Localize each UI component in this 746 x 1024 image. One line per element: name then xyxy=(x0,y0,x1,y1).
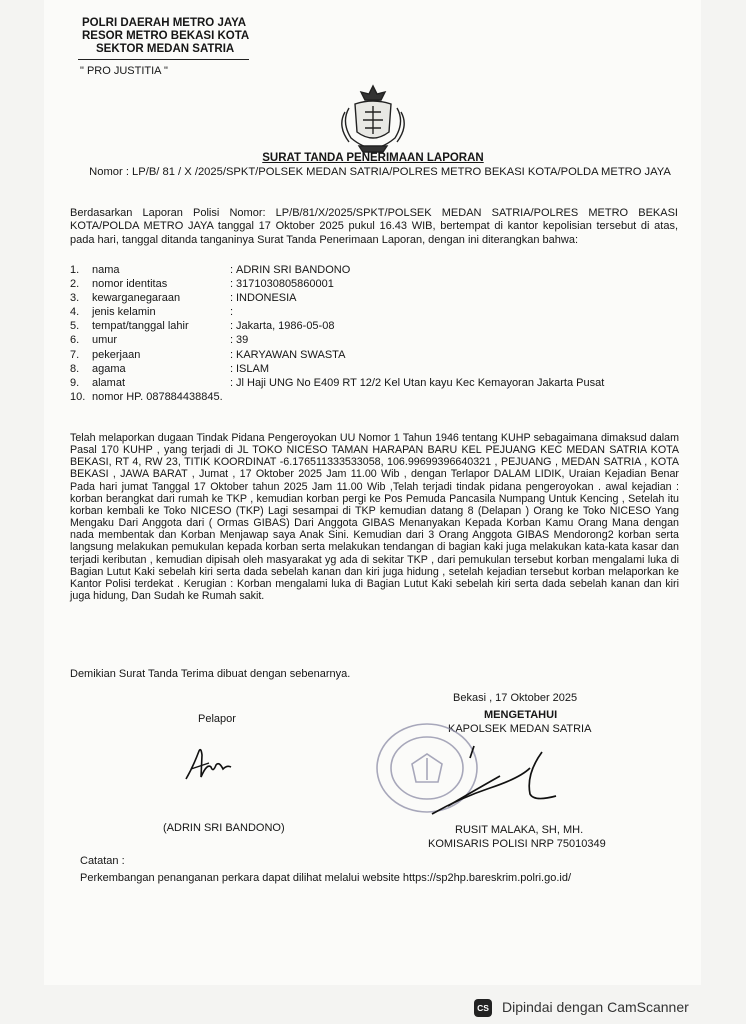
report-number: Nomor : LP/B/ 81 / X /2025/SPKT/POLSEK MEDAN SATRIA/POLRES METRO BEKASI KOTA/POLDA METRO JAYA xyxy=(89,166,671,178)
report-paragraph: Telah melaporkan dugaan Tindak Pidana Pengeroyokan UU Nomor 1 Tahun 1946 tentang KUHP sebagaimana dimaksud dalam Pasal 170 KUHP , yang terjadi di JL TOKO NICESO TAMAN HARAPAN BARU KEL PEJUANG KEC MEDAN SATRIA KOTA BEKASI, RT 4, RW 23, TITIK KOORDINAT -6.176511333533058, 106.99699396640321 , PEJUANG , MEDAN SATRIA , KOTA BEKASI , JAWA BARAT , Jumat , 17 Oktober 2025 Jam 11.00 Wib , dengan Terlapor DALAM LIDIK, Uraian Kejadian Benar Pada hari jumat Tanggal 17 Oktober tahun 2025 Jam 11.00 Wib ,Telah terjadi tindak pidana pengeroyokan . awal kejadian : korban berangkat dari rumah ke TKP , kemudian korban pergi ke Pos Pemuda Pancasila Numpang Untuk Kencing , Setelah itu korban kembali ke Toko NICESO (TKP) Lagi sesampai di TKP kemudian datang 8 (Delapan ) Orang ke Toko NICESO Yang Mengaku Dari Anggota dari ( Ormas GIBAS) Dari Anggota GIBAS Menanyakan Kepada Korban Kamu Orang Mana dengan nada membentak dan Korban Menjawap saya Anak Sini. Kemudian dari 3 Orang Anggota GIBAS Mendorong2 korban serta langsung melakukan pemukulan kepada korban serta melakukan tendangan di bagian kaki juga melakukan kata-kata kasar dan terjadi keributan , kemudian dipisah oleh masyarakat yg ada di sekitar TKP , dari pemukulan tersebut korban mengalami luka di Bagian Lutut Kaki sebelah kiri serta dada sebelah kanan dan kiri juga hidung , setelah kejadian tersebut korban melaporkan ke Kantor Polisi terdekat . Kerugian : Korban mengalami luka di Bagian Lutut Kaki sebelah kiri serta dada sebelah kanan dan kiri juga hidung, Dan Sudah ke Rumah sakit. xyxy=(70,432,679,603)
letterhead-line-2: RESOR METRO BEKASI KOTA xyxy=(82,30,250,42)
police-emblem-icon xyxy=(333,82,413,154)
pro-justitia: " PRO JUSTITIA " xyxy=(80,65,168,77)
closing-statement: Demikian Surat Tanda Terima dibuat dengan sebenarnya. xyxy=(70,668,351,680)
reporter-signature-icon xyxy=(183,743,233,785)
camscanner-logo-icon: CS xyxy=(474,999,492,1017)
camscanner-watermark xyxy=(462,996,732,1022)
website-note: Perkembangan penanganan perkara dapat dilihat melalui website https://sp2hp.bareskrim.polri.go.id/ xyxy=(80,872,572,884)
notes-label: Catatan : xyxy=(80,855,125,867)
place-date: Bekasi , 17 Oktober 2025 xyxy=(453,692,578,704)
officer-signature-icon xyxy=(430,738,560,838)
reporter-name: (ADRIN SRI BANDONO) xyxy=(163,822,285,834)
letterhead-underline xyxy=(78,59,249,60)
intro-paragraph: Berdasarkan Laporan Polisi Nomor: LP/B/81/X/2025/SPKT/POLSEK MEDAN SATRIA/POLRES METRO BEKASI KOTA/POLDA METRO JAYA tanggal 17 Oktober 2025 pukul 16.43 WIB, bertempat di kantor kepolisian tersebut di atas, pada hari, tanggal ditanda tanganinya Surat Tanda Penerimaan Laporan, dengan ini diterangkan bahwa: xyxy=(70,207,678,246)
officer-name: RUSIT MALAKA, SH, MH. xyxy=(455,824,584,836)
officer-rank: KOMISARIS POLISI NRP 75010349 xyxy=(428,838,606,850)
letterhead xyxy=(82,17,249,56)
camscanner-text: Dipindai dengan CamScanner xyxy=(502,999,689,1015)
acknowledged-label: MENGETAHUI xyxy=(484,709,558,721)
document-title: SURAT TANDA PENERIMAAN LAPORAN xyxy=(262,152,484,164)
letterhead-line-1: POLRI DAERAH METRO JAYA xyxy=(82,17,247,29)
letterhead-line-3: SEKTOR MEDAN SATRIA xyxy=(96,43,235,55)
kapolsek-title: KAPOLSEK MEDAN SATRIA xyxy=(448,723,592,735)
reporter-label: Pelapor xyxy=(198,713,236,725)
